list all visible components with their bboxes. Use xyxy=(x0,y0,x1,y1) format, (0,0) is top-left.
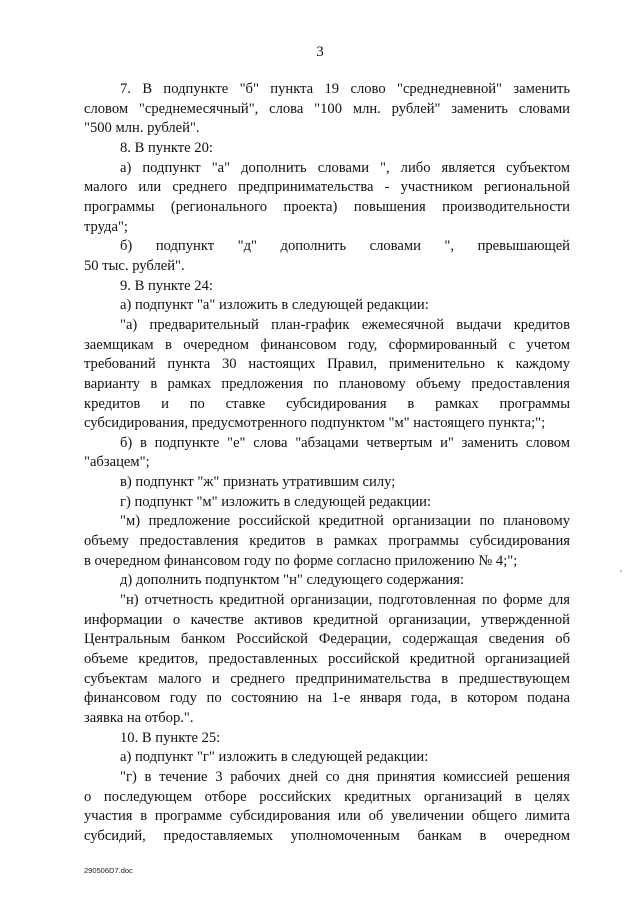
text-line: финансовом году по состоянию на 1-е января года, в котором подана xyxy=(84,690,570,707)
text-line: субсидирования, предусмотренного подпунктом "м" настоящего пункта;"; xyxy=(84,415,546,432)
text-line: а) подпункт "а" изложить в следующей редакции: xyxy=(120,297,429,314)
text-line: информации о качестве активов кредитной организации, утвержденной xyxy=(84,611,570,628)
text-line: в очередном финансовом году по форме согласно приложению № 4;"; xyxy=(84,552,518,569)
text-line: варианту в рамках предложения по плановому объему предоставления xyxy=(84,375,570,392)
text-line: субъектам малого и среднего предпринимательства в предшествующем xyxy=(84,670,570,687)
text-line: кредитов и по ставке субсидирования в рамках программы xyxy=(84,395,570,412)
footer-filename: 290506D7.doc xyxy=(84,866,133,875)
text-line: г) подпункт "м" изложить в следующей редакции: xyxy=(120,493,432,510)
text-line: "н) отчетность кредитной организации, подготовленная по форме для xyxy=(120,592,570,609)
text-line: труда"; xyxy=(84,218,128,235)
text-line: д) дополнить подпунктом "н" следующего содержания: xyxy=(120,572,464,589)
text-line: в) подпункт "ж" признать утратившим силу; xyxy=(120,474,396,491)
text-line: а) подпункт "г" изложить в следующей редакции: xyxy=(120,749,429,766)
text-line: Центральным банком Российской Федерации, содержащая сведения об xyxy=(84,631,570,648)
text-line: 7. В подпункте "б" пункта 19 слово "среднедневной" заменить xyxy=(120,81,570,97)
text-line: программы (регионального проекта) повышения производительности xyxy=(84,198,570,215)
text-line: малого или среднего предпринимательства - участником региональной xyxy=(84,179,570,196)
text-line: о последующем отборе российских кредитных организаций в целях xyxy=(84,788,570,805)
text-line: "м) предложение российской кредитной организации по плановому xyxy=(120,513,570,530)
page-number: 3 xyxy=(316,44,324,60)
text-line: заемщикам в очередном финансовом году, сформированный с учетом xyxy=(84,336,570,353)
text-line: участия в программе субсидирования или об увеличении общего лимита xyxy=(84,808,570,825)
text-line: 9. В пункте 24: xyxy=(120,277,213,294)
text-line: заявка на отбор.". xyxy=(84,710,194,726)
text-line: субсидий, предоставляемых уполномоченным банкам в очередном xyxy=(84,827,570,844)
text-line: б) подпункт "д" дополнить словами ", превышающей xyxy=(120,238,570,255)
text-line: 8. В пункте 20: xyxy=(120,139,213,156)
text-line: требований пункта 30 настоящих Правил, применительно к каждому xyxy=(84,356,570,373)
scan-speck xyxy=(620,570,622,572)
text-line: "абзацем"; xyxy=(84,454,150,471)
text-line: объему предоставления кредитов в рамках программы субсидирования xyxy=(84,533,570,550)
text-line: 50 тыс. рублей". xyxy=(84,257,185,274)
text-line: "г) в течение 3 рабочих дней со дня принятия комиссией решения xyxy=(120,768,570,785)
text-line: объеме кредитов, предоставленных российской кредитной организацией xyxy=(84,651,570,668)
text-line: б) в подпункте "е" слова "абзацами четвертым и" заменить словом xyxy=(120,434,570,451)
text-line: словом "среднемесячный", слова "100 млн. рублей" заменить словами xyxy=(84,100,570,117)
text-line: 10. В пункте 25: xyxy=(120,729,221,746)
text-line: "а) предварительный план-график ежемесячной выдачи кредитов xyxy=(120,316,570,333)
text-line: а) подпункт "а" дополнить словами ", либо является субъектом xyxy=(120,159,570,176)
text-line: "500 млн. рублей". xyxy=(84,120,200,137)
document-body xyxy=(84,80,570,847)
